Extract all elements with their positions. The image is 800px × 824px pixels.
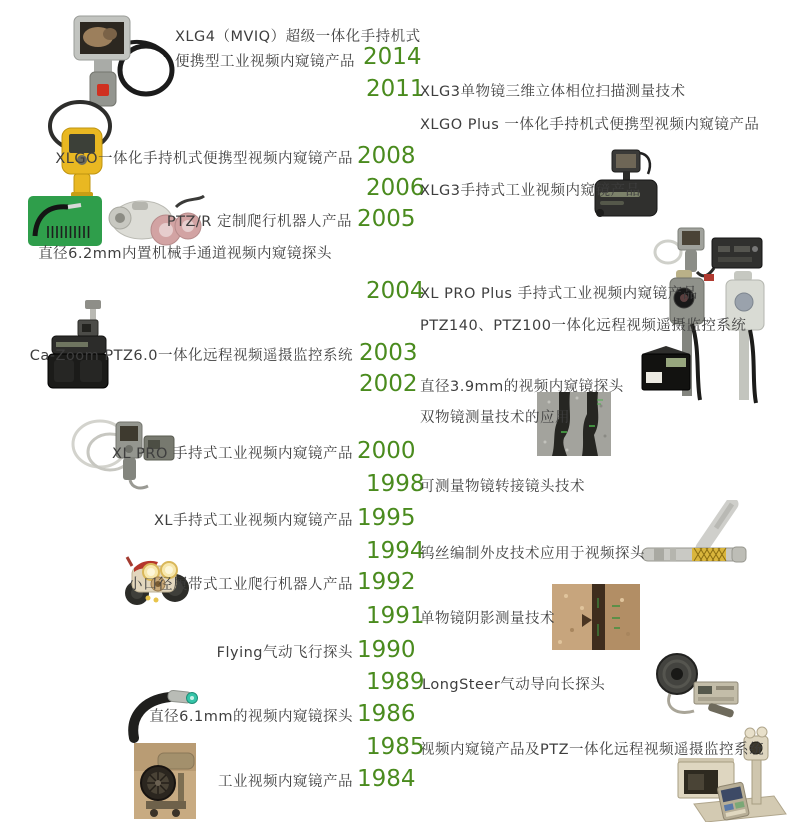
label-probe-6-2mm: 直径6.2mm内置机械手通道视频内窥镜探头 [38, 246, 332, 262]
year-2014: 2014 [363, 44, 422, 70]
label-2004: XL PRO Plus 手持式工业视频内窥镜产品 [420, 286, 698, 302]
year-2003: 2003 [359, 340, 418, 366]
label-2008: XLGO一体化手持机式便携型视频内窥镜产品 [55, 151, 353, 167]
year-1998: 1998 [366, 471, 425, 497]
label-1986: 直径6.1mm的视频内窥镜探头 [149, 709, 353, 725]
label-2003: Ca-Zoom PTZ6.0一体化远程视频遥摄监控系统 [29, 348, 353, 364]
label-1998: 可测量物镜转接镜头技术 [420, 479, 585, 495]
label-1992: 小口径履带式工业爬行机器人产品 [128, 577, 353, 593]
tungsten-braided-probe-image [640, 500, 752, 580]
ptz-control-box-image [636, 342, 694, 394]
label-xlgo-plus: XLGO Plus 一体化手持机式便携型视频内窥镜产品 [420, 117, 760, 133]
ca-zoom-ptz6-image [44, 300, 119, 390]
label-1984: 工业视频内窥镜产品 [218, 774, 353, 790]
label-1995: XL手持式工业视频内窥镜产品 [153, 513, 353, 529]
year-1995: 1995 [357, 505, 416, 531]
label-2014-line2: 便携型工业视频内窥镜产品 [175, 54, 355, 70]
label-1990: Flying气动飞行探头 [216, 645, 353, 661]
year-1990: 1990 [357, 637, 416, 663]
label-2014-line1: XLG4（MVIQ）超级一体化手持机式 [175, 29, 421, 45]
year-1984: 1984 [357, 766, 416, 792]
year-2006: 2006 [366, 175, 425, 201]
shadow-measurement-photo [552, 584, 640, 650]
year-1991: 1991 [366, 603, 425, 629]
xlgo-product-image [40, 98, 125, 198]
year-1986: 1986 [357, 701, 416, 727]
label-2011: XLG3单物镜三维立体相位扫描测量技术 [420, 84, 686, 100]
year-2005: 2005 [357, 206, 416, 232]
year-2004: 2004 [366, 278, 425, 304]
label-2000: XL PRO 手持式工业视频内窥镜产品 [112, 446, 353, 462]
year-2011: 2011 [366, 76, 425, 102]
label-2006: XLG3手持式工业视频内窥镜产品 [420, 183, 641, 199]
label-1991: 单物镜阴影测量技术 [420, 611, 555, 627]
label-2002: 直径3.9mm的视频内窥镜探头 [420, 379, 624, 395]
year-2008: 2008 [357, 143, 416, 169]
label-1985: 视频内窥镜产品及PTZ一体化远程视频遥摄监控系统 [420, 742, 765, 758]
label-ptz140: PTZ140、PTZ100一体化远程视频遥摄监控系统 [420, 318, 747, 334]
year-2002: 2002 [359, 371, 418, 397]
label-dual-lens: 双物镜测量技术的应用 [420, 410, 570, 426]
label-1989: LongSteer气动导向长探头 [422, 677, 606, 693]
probe-kit-thumbnail-image [28, 196, 102, 246]
engine-inspection-photo [134, 743, 196, 819]
year-2000: 2000 [357, 438, 416, 464]
year-1985: 1985 [366, 734, 425, 760]
label-2005: PTZ/R 定制爬行机器人产品 [166, 214, 352, 230]
year-1994: 1994 [366, 538, 425, 564]
year-1989: 1989 [366, 669, 425, 695]
longsteer-probe-reel-image [650, 652, 745, 722]
label-1994: 钨丝编制外皮技术应用于视频探头 [420, 546, 645, 562]
year-1992: 1992 [357, 569, 416, 595]
